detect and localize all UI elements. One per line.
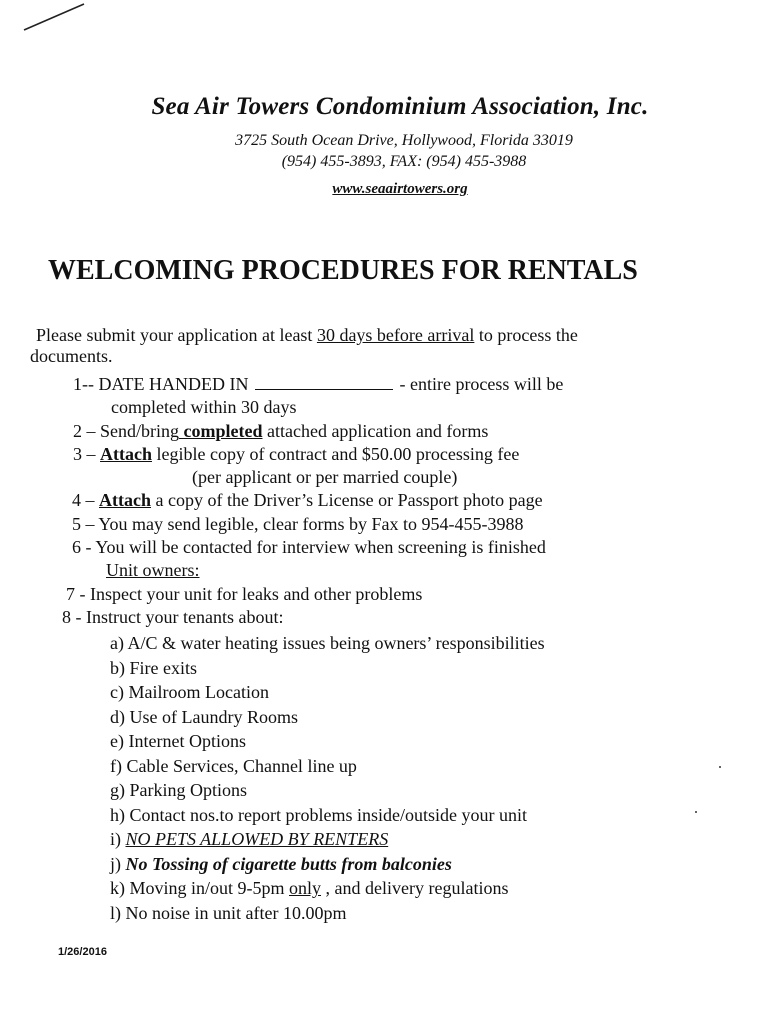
list-item: b) Fire exits: [110, 657, 197, 678]
step-3-label: 3 –: [73, 443, 100, 464]
list-item-label: j): [110, 853, 126, 874]
moving-only-emphasis: only: [289, 878, 322, 899]
pen-stroke-mark: [22, 0, 92, 40]
step-5: 5 – You may send legible, clear forms by Fax to 954-455-3988: [72, 513, 524, 534]
step-2-suffix: attached application and forms: [262, 420, 489, 441]
scan-speck: [719, 766, 721, 768]
intro-text: Please submit your application at least: [36, 325, 317, 345]
step-3-emphasis: Attach: [100, 443, 152, 464]
list-item-no-pets: [0, 827, 770, 852]
intro-text-line2: documents.: [30, 346, 113, 366]
list-item: d) Use of Laundry Rooms: [110, 706, 298, 727]
step-8: 8 - Instruct your tenants about:: [62, 606, 284, 627]
moving-text: k) Moving in/out 9-5pm: [110, 878, 289, 899]
step-2-emphasis: completed: [179, 420, 263, 441]
tenant-instructions-list: [0, 631, 770, 925]
step-6: 6 - You will be contacted for interview when screening is finished: [72, 537, 546, 558]
letterhead: [0, 93, 770, 198]
list-item: l) No noise in unit after 10.00pm: [110, 902, 347, 923]
step-1-continued: completed within 30 days: [111, 397, 297, 418]
moving-text-end: , and delivery regulations: [321, 878, 509, 899]
association-address: 3725 South Ocean Drive, Hollywood, Florida 33019: [235, 132, 573, 149]
unit-owners-label: Unit owners:: [106, 560, 200, 581]
unit-owners-heading: [0, 559, 770, 582]
list-item-label: i): [110, 829, 126, 850]
list-item: e) Internet Options: [110, 731, 246, 752]
step-4-label: 4 –: [72, 490, 99, 511]
intro-deadline: 30 days before arrival: [316, 325, 475, 345]
intro-text-end: to process the: [474, 325, 578, 345]
scan-speck: [695, 811, 697, 813]
list-item: h) Contact nos.to report problems inside/outside your unit: [110, 804, 527, 825]
no-tossing-rule: No Tossing of cigarette butts from balconies: [125, 853, 452, 874]
step-3-continued: (per applicant or per married couple): [192, 467, 458, 488]
step-2: [0, 420, 770, 443]
revision-date: 1/26/2016: [58, 946, 107, 958]
document-title: WELCOMING PROCEDURES FOR RENTALS: [48, 255, 638, 286]
list-item: f) Cable Services, Channel line up: [110, 755, 357, 776]
no-pets-rule: NO PETS ALLOWED BY RENTERS: [125, 829, 389, 850]
step-3: [0, 443, 770, 466]
step-7: 7 - Inspect your unit for leaks and other problems: [66, 583, 423, 604]
association-phone-fax: (954) 455-3893, FAX: (954) 455-3988: [281, 153, 527, 170]
step-2-label: 2 – Send/bring: [73, 420, 179, 441]
step-3-suffix: legible copy of contract and $50.00 processing fee: [152, 443, 520, 464]
step-1-suffix: - entire process will be: [399, 374, 564, 394]
step-1: [0, 373, 770, 396]
step-4: [0, 489, 770, 512]
procedure-list: [0, 373, 770, 925]
association-website: www.seaairtowers.org: [332, 181, 468, 197]
list-item: a) A/C & water heating issues being owners’ responsibilities: [110, 633, 545, 654]
step-4-emphasis: Attach: [99, 490, 151, 511]
intro-paragraph: [30, 325, 670, 367]
step-1-label: 1-- DATE HANDED IN: [73, 374, 249, 394]
list-item-moving: [0, 876, 770, 901]
list-item: g) Parking Options: [110, 780, 247, 801]
association-name: Sea Air Towers Condominium Association, Inc.: [151, 93, 649, 120]
step-4-suffix: a copy of the Driver’s License or Passport photo page: [151, 490, 543, 511]
list-item: c) Mailroom Location: [110, 682, 269, 703]
date-handed-in-blank: [255, 373, 393, 390]
list-item-no-tossing: [0, 852, 770, 877]
